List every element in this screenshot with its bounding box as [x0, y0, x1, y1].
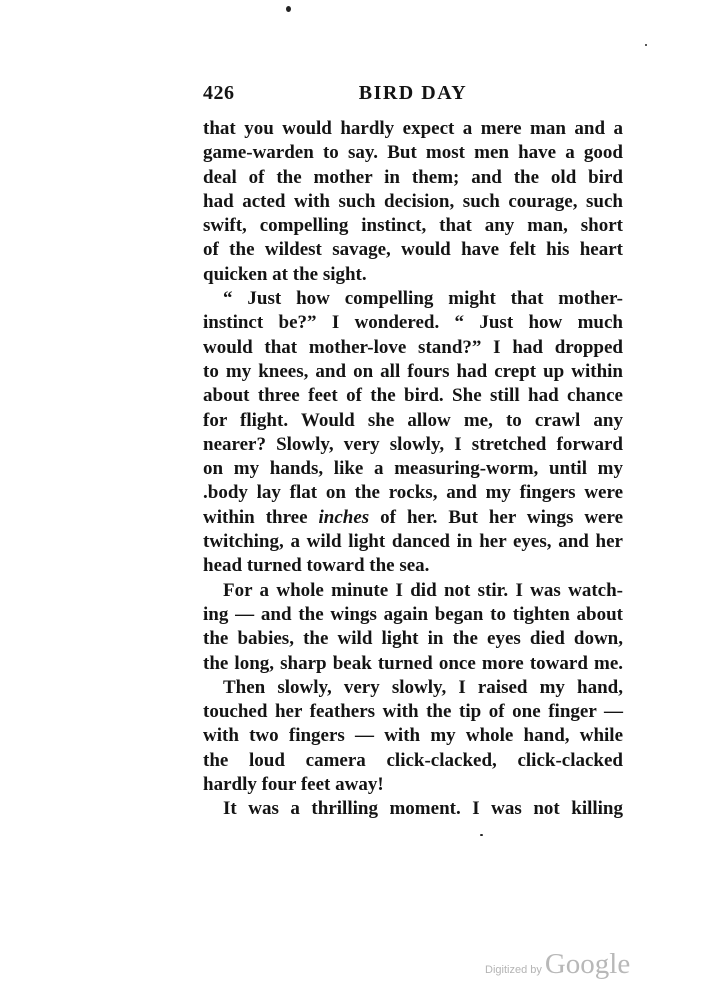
- text-line: game-warden to say. But most men have a good: [203, 142, 623, 164]
- text-line: had acted with such decision, such courage, such: [203, 190, 623, 212]
- text-line: the babies, the wild light in the eyes died down,: [203, 628, 623, 650]
- paragraph-start-line: “ Just how compelling might that mother-: [223, 288, 623, 310]
- text-line: .body lay flat on the rocks, and my fingers were: [203, 482, 623, 504]
- watermark-prefix: Digitized by: [485, 964, 542, 976]
- text-line: head turned toward the sea.: [203, 555, 430, 577]
- paragraph-start-line: Then slowly, very slowly, I raised my hand,: [223, 676, 623, 698]
- emphasized-word: inches: [318, 506, 370, 528]
- text-line: to my knees, and on all fours had crept up within: [203, 360, 623, 382]
- paragraph-start-line: For a whole minute I did not stir. I was watch-: [223, 579, 623, 601]
- text-line: instinct be?” I wondered. “ Just how much: [203, 312, 623, 334]
- text-line: about three feet of the bird. She still had chance: [203, 385, 623, 407]
- running-head-title: BIRD DAY: [358, 82, 468, 104]
- scan-speck-top: [286, 6, 291, 12]
- digitized-by-google-watermark: [485, 948, 630, 984]
- text-line: touched her feathers with the tip of one finger —: [203, 701, 623, 723]
- text-line: for flight. Would she allow me, to crawl any: [203, 409, 623, 431]
- line-text-before: within three: [203, 506, 319, 528]
- page-header: [203, 82, 623, 112]
- text-line: nearer? Slowly, very slowly, I stretched forward: [203, 433, 623, 455]
- text-line: swift, compelling instinct, that any man, short: [203, 215, 623, 237]
- text-line: on my hands, like a measuring-worm, until my: [203, 458, 623, 480]
- text-line: the loud camera click-clacked, click-clacked: [203, 749, 623, 771]
- paragraph-start-line: It was a thrilling moment. I was not killing: [223, 798, 623, 820]
- text-line: quicken at the sight.: [203, 263, 367, 285]
- page-number: 426: [203, 82, 235, 104]
- text-line: deal of the mother in them; and the old bird: [203, 166, 623, 188]
- text-line: that you would hardly expect a mere man and a: [203, 118, 623, 139]
- body-text: [203, 117, 623, 822]
- text-line-with-emphasis: [203, 506, 623, 530]
- scan-speck-right: [645, 44, 647, 46]
- text-line: hardly four feet away!: [203, 774, 384, 796]
- text-line: twitching, a wild light danced in her eyes, and her: [203, 531, 623, 553]
- scan-speck-bottom: [480, 834, 483, 836]
- line-text-after: of her. But her wings were: [369, 506, 624, 528]
- text-line: of the wildest savage, would have felt his heart: [203, 239, 623, 261]
- text-line: with two fingers — with my whole hand, while: [203, 725, 623, 747]
- google-logo: Google: [544, 948, 631, 980]
- text-line: the long, sharp beak turned once more toward me.: [203, 652, 623, 674]
- text-line: would that mother-love stand?” I had dropped: [203, 336, 623, 358]
- text-line: ing — and the wings again began to tighten about: [203, 603, 623, 625]
